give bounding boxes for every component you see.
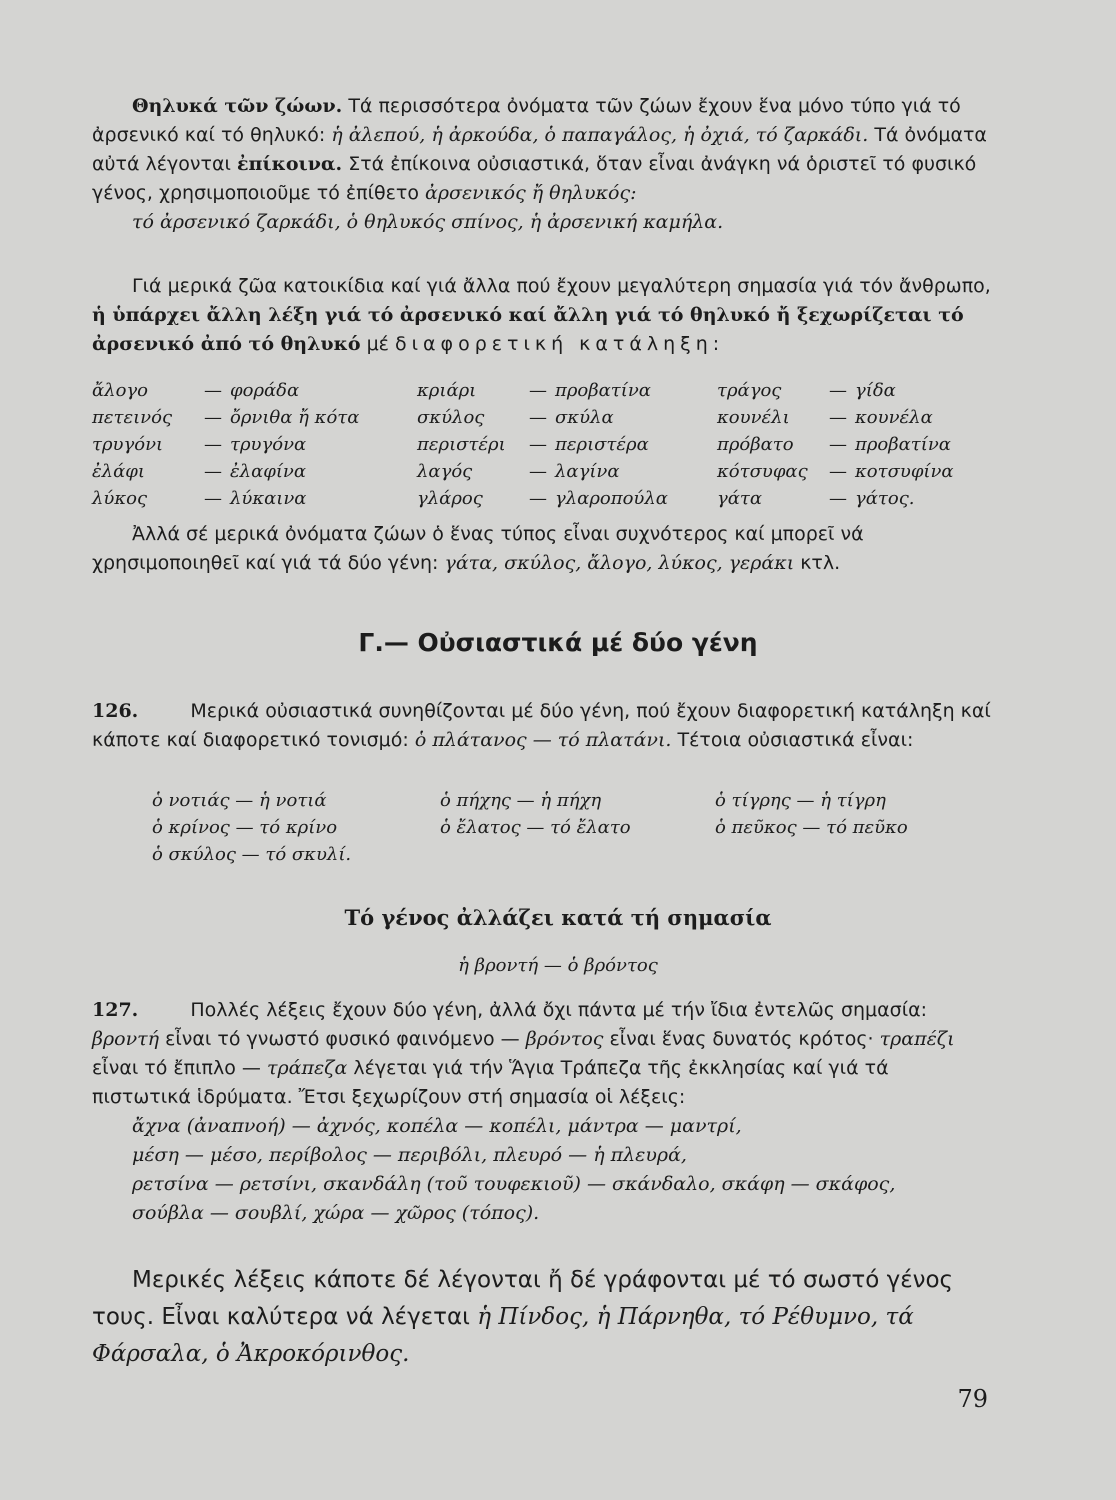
pair-row: σκύλος — σκύλα <box>417 407 614 428</box>
pair-row: πρόβατο — προβατίνα <box>717 434 951 455</box>
pair-row: τρυγόνι — τρυγόνα <box>92 434 307 455</box>
example-item: ὁ κρίνος — τό κρίνο <box>152 817 338 838</box>
paragraph-feminine-animals: Θηλυκά τῶν ζώων. Τά περισσότερα ὀνόματα τῶν ζώων ἔχουν ἕνα μόνο τύπο γιά τό ἀρσενικό καί τό θηλυκό: ἡ ἀλεπού, ἡ ἀρκούδα, ὁ παπαγάλος, ἡ ὀχιά, τό ζαρκάδι. Τά ὀνόματα αὐτά λέγονται ἐπίκοινα. Στά ἐπίκοινα οὐσιαστικά, ὅταν εἶναι ἀνάγκη νά ὁριστεῖ τό φυσικό γένος, χρησιμοποιοῦμε τό ἐπίθετο ἀρσενικός ἤ θηλυκός: τό ἀρσενικό ζαρκάδι, ὁ θηλυκός σπίνος, ἡ ἀρσενική καμήλα. <box>92 92 992 237</box>
examples-column <box>440 790 631 844</box>
pair-row: πετεινός — ὄρνιθα ἤ κότα <box>92 407 360 428</box>
pair-row: γάτα — γάτος. <box>717 488 915 509</box>
pair-row: κότσυφας — κοτσυφίνα <box>717 461 954 482</box>
paragraph-number: 127. <box>92 999 139 1021</box>
example-item: ὁ πεῦκος — τό πεῦκο <box>715 817 908 838</box>
paragraph-distinct-words: Γιά μερικά ζῶα κατοικίδια καί γιά ἄλλα πού ἔχουν μεγαλύτερη σημασία γιά τόν ἄνθρωπο, ἡ ὑπάρχει ἄλλη λέξη γιά τό ἀρσενικό καί ἄλλη γιά τό θηλυκό ἤ ξεχωρίζεται τό ἀρσενικό ἀπό τό θηλυκό μέ διαφορετική κατάληξη: <box>92 275 991 355</box>
example-item: ὁ ἔλατος — τό ἔλατο <box>440 817 631 838</box>
example-line: ἄχνα (ἀναπνοή) — ἀχνός, κοπέλα — κοπέλι, μάντρα — μαντρί, <box>132 1115 742 1137</box>
example-line: μέση — μέσο, περίβολος — περιβόλι, πλευρό — ἡ πλευρά, <box>132 1144 687 1166</box>
paragraph-common-form: Ἀλλά σέ μερικά ὀνόματα ζώων ὁ ἕνας τύπος εἶναι συχνότερος καί μπορεῖ νά χρησιμοποιηθεῖ καί γιά τά δύο γένη: γάτα, σκύλος, ἄλογο, λύκος, γεράκι κτλ. <box>92 523 864 574</box>
subsection-epigraph: ἡ βροντή — ὁ βρόντος <box>458 955 658 976</box>
example-line: σούβλα — σουβλί, χώρα — χῶρος (τόπος). <box>132 1202 540 1224</box>
paragraph-number: 126. <box>92 700 139 722</box>
paragraph-final: Μερικές λέξεις κάποτε δέ λέγονται ἤ δέ γράφονται μέ τό σωστό γένος τους. Εἶναι καλύτερα νά λέγεται ἡ Πίνδος, ἡ Πάρνηθα, τό Ρέθυμνο, τά Φάρσαλα, ὁ Ἀκροκόρινθος. <box>92 1267 954 1367</box>
pairs-column <box>717 380 954 515</box>
example-item: ὁ πήχης — ἡ πήχη <box>440 790 602 811</box>
example-item: ὁ σκύλος — τό σκυλί. <box>152 844 352 865</box>
paragraph-127: 127. Πολλές λέξεις ἔχουν δύο γένη, ἀλλά ὄχι πάντα μέ τήν ἴδια ἐντελῶς σημασία: βροντή εἶναι τό γνωστό φυσικό φαινόμενο — βρόντος εἶναι ἕνας δυνατός κρότος· τραπέζι εἶναι τό ἔπιπλο — τράπεζα λέγεται γιά τήν Ἅγια Τράπεζα τῆς ἐκκλησίας καί γιά τά πιστωτικά ἱδρύματα. Ἔτσι ξεχωρίζουν στή σημασία οἱ λέξεις: ἄχνα (ἀναπνοή) — ἀχνός, κοπέλα — κοπέλι, μάντρα — μαντρί, μέση — μέσο, περίβολος — περιβόλι, πλευρό — ἡ πλευρά, ρετσίνα — ρετσίνι, σκανδάλη (τοῦ τουφεκιοῦ) — σκάνδαλο, σκάφη — σκάφος, σούβλα — σουβλί, χώρα — χῶρος (τόπος). <box>92 996 992 1228</box>
paragraph-126: 126. Μερικά οὐσιαστικά συνηθίζονται μέ δύο γένη, πού ἔχουν διαφορετική κατάληξη καί κάποτε καί διαφορετικό τονισμό: ὁ πλάτανος — τό πλατάνι. Τέτοια οὐσιαστικά εἶναι: <box>92 700 991 751</box>
example-item: ὁ τίγρης — ἡ τίγρη <box>715 790 886 811</box>
pair-row: λύκος — λύκαινα <box>92 488 307 509</box>
subsection-title: Τό γένος ἀλλάζει κατά τή σημασία <box>344 905 772 930</box>
pair-row: κουνέλι — κουνέλα <box>717 407 933 428</box>
pair-row: ἄλογο — φοράδα <box>92 380 300 401</box>
paragraph-heading: Θηλυκά τῶν ζώων. <box>132 95 343 117</box>
pair-row: λαγός — λαγίνα <box>417 461 620 482</box>
pair-row: ἐλάφι — ἐλαφίνα <box>92 461 306 482</box>
section-title: Γ.— Οὐσιαστικά μέ δύο γένη <box>358 628 758 657</box>
example-item: ὁ νοτιάς — ἡ νοτιά <box>152 790 327 811</box>
pairs-column <box>417 380 668 515</box>
pairs-column <box>92 380 359 515</box>
example-line: ρετσίνα — ρετσίνι, σκανδάλη (τοῦ τουφεκιοῦ) — σκάνδαλο, σκάφη — σκάφος, <box>132 1173 896 1195</box>
pair-row: γλάρος — γλαροπούλα <box>417 488 668 509</box>
example-line: τό ἀρσενικό ζαρκάδι, ὁ θηλυκός σπίνος, ἡ ἀρσενική καμήλα. <box>132 211 724 233</box>
pair-row: κριάρι — προβατίνα <box>417 380 651 401</box>
term-epikoina: ἐπίκοινα. <box>236 153 343 175</box>
animal-pairs-table <box>92 380 972 515</box>
pair-row: τράγος — γίδα <box>717 380 896 401</box>
pair-row: περιστέρι — περιστέρα <box>417 434 649 455</box>
page-number: 79 <box>957 1385 988 1413</box>
examples-column <box>152 790 351 871</box>
examples-column <box>715 790 908 844</box>
